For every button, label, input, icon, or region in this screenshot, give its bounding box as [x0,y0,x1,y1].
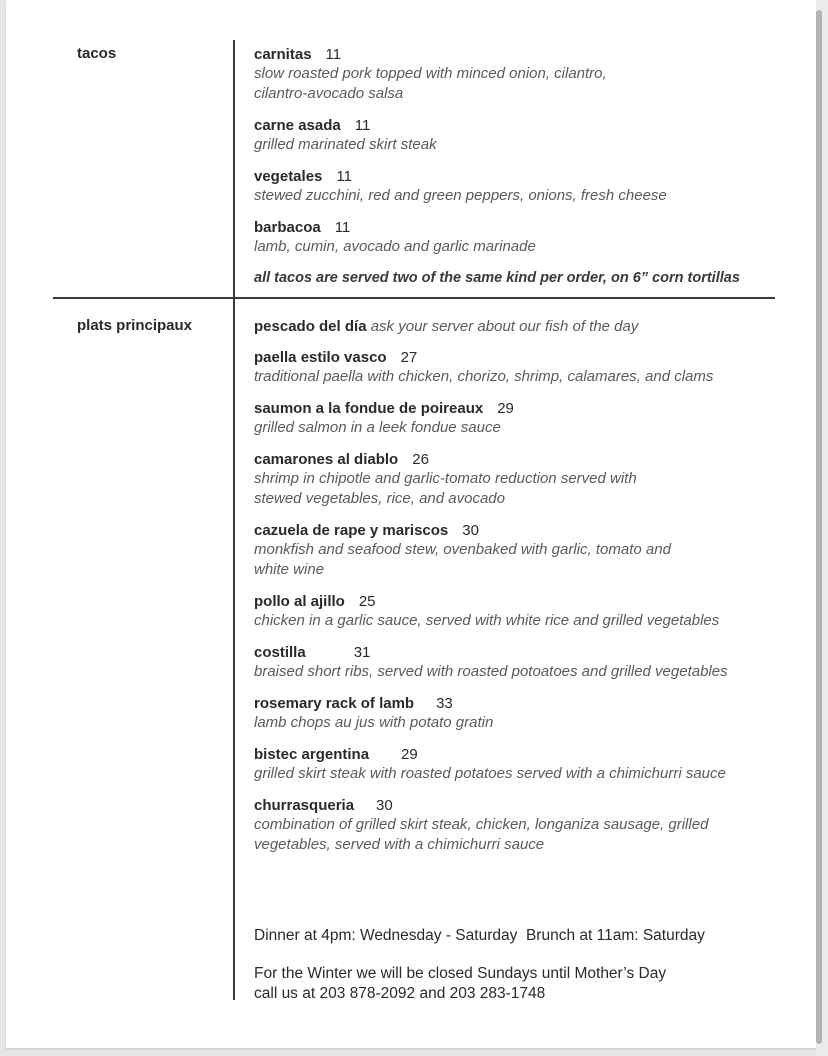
plats-list [254,317,794,867]
vertical-divider [233,40,235,1000]
menu-item [254,592,794,631]
menu-item [254,399,794,438]
menu-item [254,643,794,682]
item-description: slow roasted pork topped with minced onion, cilantro, [254,65,607,82]
item-name: carnitas [254,46,312,63]
tacos-note: all tacos are served two of the same kind per order, on 6” corn tortillas [254,270,740,286]
item-name: pescado del día [254,318,367,335]
menu-item [254,167,794,206]
item-description: white wine [254,561,325,578]
item-description: shrimp in chipotle and garlic-tomato reduction served with [254,470,637,487]
section-divider [53,297,775,299]
item-price: 27 [400,349,418,366]
item-description: cilantro-avocado salsa [254,85,404,102]
item-name: rosemary rack of lamb [254,695,415,712]
item-description: chicken in a garlic sauce, served with white rice and grilled vegetables [254,612,720,629]
item-description: grilled skirt steak with roasted potatoes served with a chimichurri sauce [254,765,726,782]
item-name: churrasqueria [254,797,355,814]
menu-item [254,521,794,580]
item-price: 26 [412,451,429,468]
item-name: vegetales [254,168,323,185]
item-description: traditional paella with chicken, chorizo, shrimp, calamares, and clams [254,368,714,385]
item-price: 11 [334,219,351,236]
item-name: paella estilo vasco [254,349,387,366]
item-name: costilla [254,644,306,661]
item-description: stewed vegetables, rice, and avocado [254,490,505,507]
item-price: 29 [401,746,418,763]
menu-item [254,218,794,257]
item-description: stewed zucchini, red and green peppers, onions, fresh cheese [254,187,667,204]
item-price: 11 [325,46,342,63]
item-price: 31 [353,644,371,661]
item-description: ask your server about our fish of the day [370,318,639,335]
item-name: carne asada [254,117,341,134]
item-price: 11 [354,117,371,134]
item-description: grilled salmon in a leek fondue sauce [254,419,501,436]
item-name: saumon a la fondue de poireaux [254,400,484,417]
menu-item [254,694,794,733]
menu-item [254,745,794,784]
item-description: combination of grilled skirt steak, chicken, longaniza sausage, grilled [254,816,709,833]
phone-text: call us at 203 878-2092 and 203 283-1748 [254,985,546,1002]
winter-notice: For the Winter we will be closed Sundays until Mother’s Day [254,965,667,982]
menu-item-special [254,317,794,336]
item-name: bistec argentina [254,746,370,763]
item-description: monkfish and seafood stew, ovenbaked with garlic, tomato and [254,541,671,558]
menu-item [254,796,794,855]
scrollbar-thumb[interactable] [816,10,822,1044]
item-name: cazuela de rape y mariscos [254,522,449,539]
tacos-list [254,45,794,288]
menu-item [254,45,794,104]
item-description: vegetables, served with a chimichurri sauce [254,836,545,853]
item-description: grilled marinated skirt steak [254,136,437,153]
item-price: 33 [436,695,453,712]
section-label-tacos: tacos [77,45,117,62]
item-price: 30 [376,797,393,814]
item-description: lamb chops au jus with potato gratin [254,714,494,731]
menu-item [254,116,794,155]
item-description: braised short ribs, served with roasted potoatoes and grilled vegetables [254,663,728,680]
item-name: pollo al ajillo [254,593,345,610]
footer-info [254,926,794,1004]
item-description: lamb, cumin, avocado and garlic marinade [254,238,536,255]
item-price: 30 [462,522,479,539]
item-price: 29 [497,400,514,417]
item-price: 25 [358,593,376,610]
item-price: 11 [336,168,352,185]
menu-item [254,348,794,387]
hours-text: Dinner at 4pm: Wednesday - Saturday Brunch at 11am: Saturday [254,927,705,944]
menu-item [254,450,794,509]
section-label-plats-principaux: plats principaux [77,317,193,334]
item-name: barbacoa [254,219,321,236]
item-name: camarones al diablo [254,451,399,468]
